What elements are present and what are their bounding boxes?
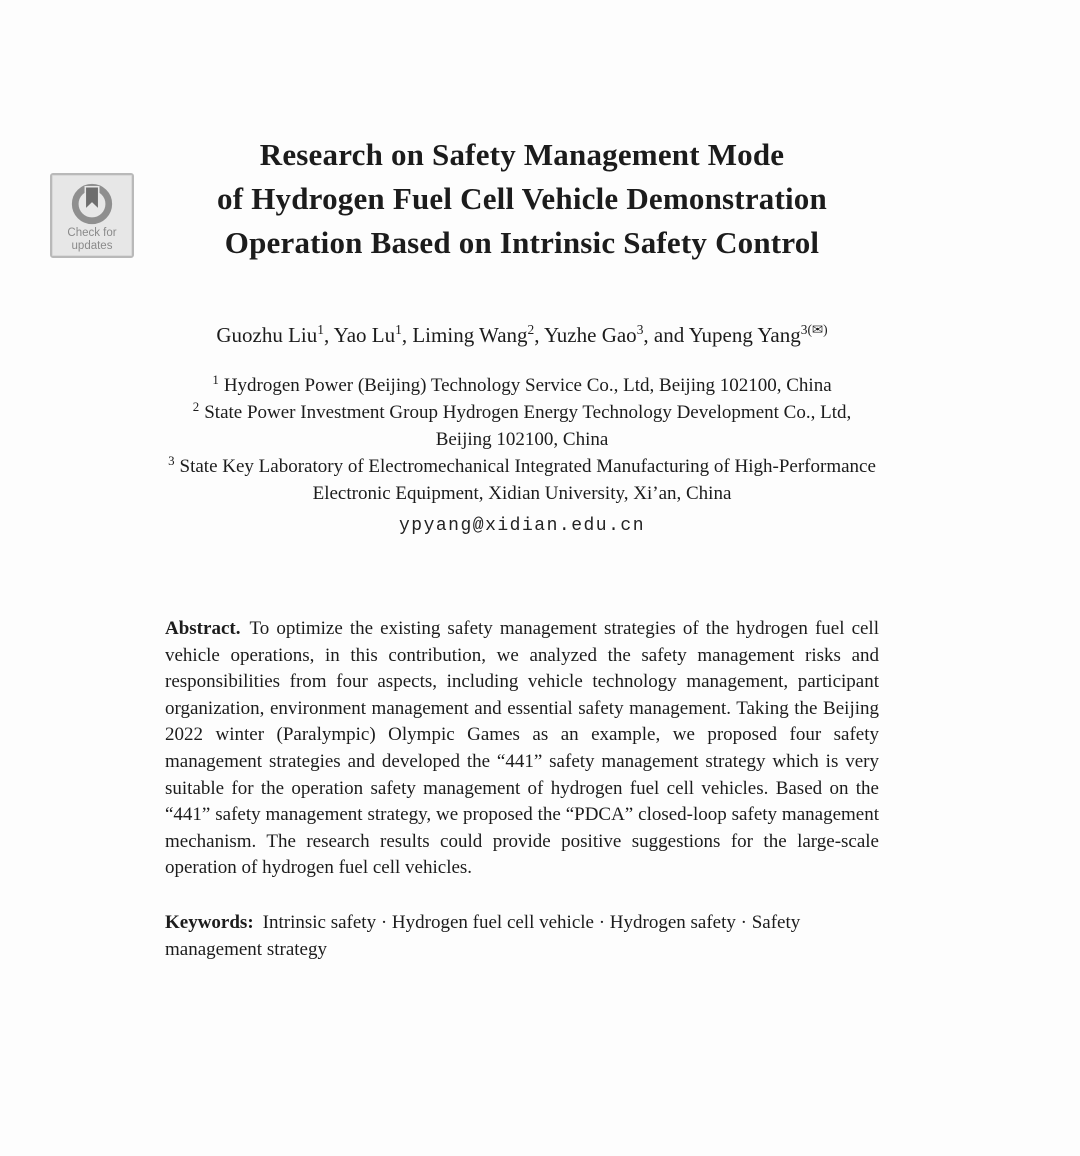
title-line-2: of Hydrogen Fuel Cell Vehicle Demonstration bbox=[217, 181, 827, 216]
author-2-name: , Yao Lu bbox=[323, 323, 396, 347]
affiliation-2-text-line1: State Power Investment Group Hydrogen Energy Technology Development Co., Ltd, bbox=[204, 402, 852, 423]
affiliation-1-text: Hydrogen Power (Beijing) Technology Service Co., Ltd, Beijing 102100, China bbox=[223, 375, 832, 396]
author-2 bbox=[324, 323, 402, 347]
keywords-label: Keywords: bbox=[165, 911, 254, 933]
abstract-section bbox=[165, 616, 879, 882]
affiliations-block bbox=[0, 372, 1044, 540]
badge-label-line1: Check for bbox=[67, 227, 117, 239]
paper-title bbox=[0, 133, 1044, 265]
abstract-label: Abstract. bbox=[165, 618, 241, 639]
abstract-text: To optimize the existing safety management strategies of the hydrogen fuel cell vehicle operations, in this contribution, we analyzed the safety management risks and responsibilities from four aspects, including vehicle technology management, participant organization, environment management and essential safety management. Taking the Beijing 2022 winter (Paralympic) Olympic Games as an example, we proposed four safety management strategies and developed the “441” safety management strategy which is very suitable for the operation safety management of hydrogen fuel cell vehicles. Based on the “441” safety management strategy, we proposed the “PDCA” closed-loop safety management mechanism. The research results could provide positive suggestions for the large-scale operation of hydrogen fuel cell vehicles. bbox=[165, 618, 879, 879]
check-for-updates-badge[interactable] bbox=[50, 173, 134, 258]
title-line-3: Operation Based on Intrinsic Safety Control bbox=[224, 225, 820, 260]
affiliation-1-number: 1 bbox=[212, 371, 219, 387]
author-3-name: , Liming Wang bbox=[401, 323, 528, 347]
author-4-affmark: 3 bbox=[636, 322, 644, 337]
keywords-text: Intrinsic safety · Hydrogen fuel cell vehicle · Hydrogen safety · Safety management strategy bbox=[165, 911, 801, 960]
badge-label bbox=[67, 227, 116, 253]
affiliation-1 bbox=[0, 372, 1044, 399]
author-3-affmark: 2 bbox=[527, 322, 535, 337]
author-5-corresponding bbox=[643, 323, 827, 347]
author-5-name: , and Yupeng Yang bbox=[643, 323, 801, 347]
paper-first-page bbox=[0, 133, 1080, 963]
affiliation-2 bbox=[0, 399, 1044, 426]
author-4 bbox=[534, 323, 643, 347]
title-line-1: Research on Safety Management Mode bbox=[259, 137, 785, 172]
author-line bbox=[0, 321, 1044, 349]
author-1-affmark: 1 bbox=[317, 322, 324, 337]
author-1 bbox=[216, 323, 324, 347]
crossmark-logo-icon bbox=[69, 180, 115, 226]
affiliation-3-continued: Electronic Equipment, Xidian University, Xi’an, China bbox=[312, 483, 732, 504]
badge-label-line2: updates bbox=[71, 240, 113, 252]
author-1-name: Guozhu Liu bbox=[216, 323, 318, 347]
affiliation-3 bbox=[0, 453, 1044, 480]
keywords-section bbox=[165, 909, 879, 963]
affiliation-3-number: 3 bbox=[168, 452, 175, 468]
content-column bbox=[0, 133, 1044, 963]
corresponding-author-email[interactable]: ypyang@xidian.edu.cn bbox=[398, 516, 646, 536]
author-3 bbox=[402, 323, 534, 347]
author-4-name: , Yuzhe Gao bbox=[534, 323, 637, 347]
author-2-affmark: 1 bbox=[395, 322, 402, 337]
author-5-affmark-envelope-icon: 3(✉) bbox=[800, 322, 828, 337]
affiliation-2-number: 2 bbox=[192, 398, 200, 414]
affiliation-2-continued: Beijing 102100, China bbox=[435, 429, 609, 450]
affiliation-3-text-line1: State Key Laboratory of Electromechanical Integrated Manufacturing of High-Performance bbox=[179, 456, 876, 477]
